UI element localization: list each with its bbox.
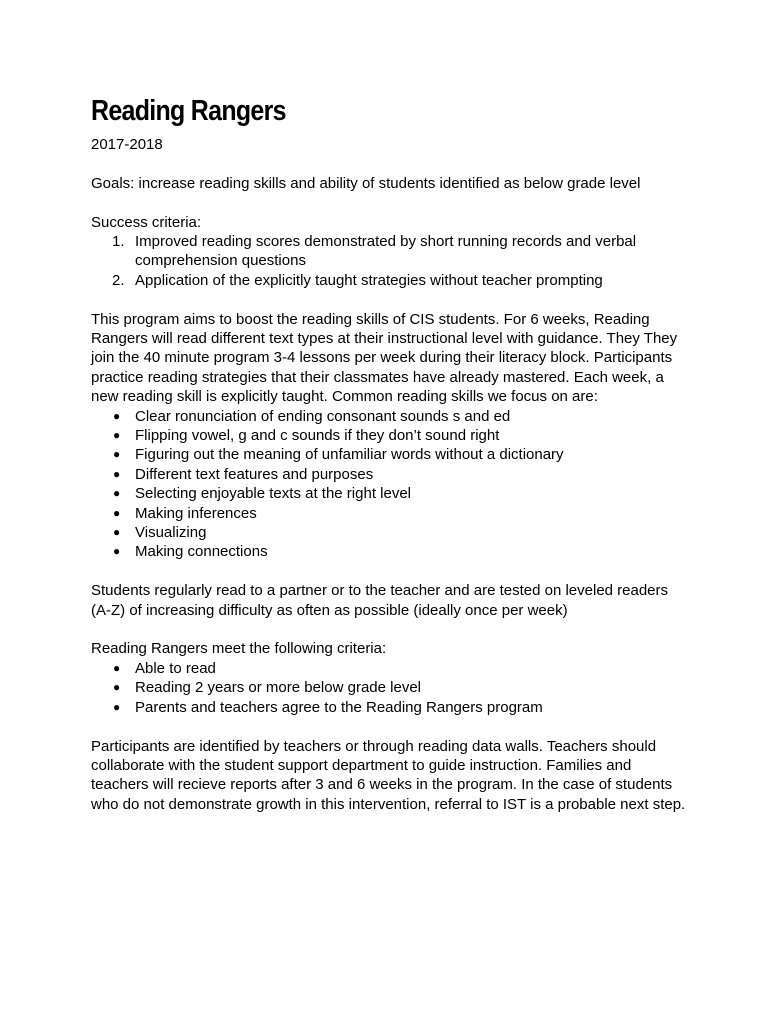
success-criteria-heading: Success criteria: xyxy=(91,213,202,231)
spacer xyxy=(91,562,691,581)
list-item-text: Clear ronunciation of ending consonant sounds s and ed xyxy=(135,407,511,425)
list-item-text: Able to read xyxy=(135,659,216,677)
bullet-icon: ● xyxy=(113,447,121,462)
list-item xyxy=(91,659,691,678)
list-item xyxy=(91,484,691,503)
bullet-icon: ● xyxy=(113,505,121,520)
spacer xyxy=(91,620,691,639)
bullet-icon: ● xyxy=(113,466,121,481)
list-item xyxy=(91,678,691,697)
closing-paragraph: Participants are identified by teachers or through reading data walls. Teachers should collaborate with the student support department to guide instruction. Families and teachers will recieve reports after 3 and 6 weeks in the program. In the case of students who do not demonstrate growth in this intervention, referral to IST is a probable next step. xyxy=(91,737,686,813)
list-item-text: Reading 2 years or more below grade level xyxy=(135,679,421,697)
list-item-text: Making connections xyxy=(135,543,268,561)
bullet-icon: ● xyxy=(113,408,121,423)
list-item xyxy=(91,542,691,561)
list-number: 1. xyxy=(112,233,125,250)
list-item xyxy=(91,504,691,523)
eligibility-criteria-heading: Reading Rangers meet the following criteria: xyxy=(91,640,387,658)
bullet-icon: ● xyxy=(113,486,121,501)
list-item xyxy=(91,426,691,445)
list-item xyxy=(91,407,691,426)
school-year: 2017-2018 xyxy=(91,136,163,153)
list-item-text: Improved reading scores demonstrated by short running records and verbal comprehension questions xyxy=(135,233,637,270)
bullet-icon: ● xyxy=(113,525,121,540)
bullet-icon: ● xyxy=(113,699,121,714)
list-item xyxy=(91,445,691,464)
goals-paragraph: Goals: increase reading skills and ability of students identified as below grade level xyxy=(91,174,641,192)
spacer xyxy=(91,193,691,212)
spacer xyxy=(91,717,691,736)
success-criteria-list xyxy=(91,232,691,290)
list-item-text: Application of the explicitly taught strategies without teacher prompting xyxy=(135,271,603,289)
list-item-text: Flipping vowel, g and c sounds if they don’t sound right xyxy=(135,427,500,445)
bullet-icon: ● xyxy=(113,660,121,675)
reading-skills-list xyxy=(91,407,691,562)
bullet-icon: ● xyxy=(113,680,121,695)
list-item-text: Selecting enjoyable texts at the right level xyxy=(135,485,411,503)
list-number: 2. xyxy=(112,271,125,289)
list-item xyxy=(91,271,691,290)
spacer xyxy=(91,154,691,173)
list-item xyxy=(91,232,691,271)
document-page xyxy=(91,92,691,814)
bullet-icon: ● xyxy=(113,544,121,559)
list-item-text: Making inferences xyxy=(135,504,257,522)
list-item-text: Visualizing xyxy=(135,524,207,542)
bullet-icon: ● xyxy=(113,428,121,443)
eligibility-criteria-list xyxy=(91,659,691,717)
list-item-text: Different text features and purposes xyxy=(135,465,374,483)
list-item-text: Parents and teachers agree to the Reading Rangers program xyxy=(135,698,543,716)
list-item xyxy=(91,523,691,542)
list-item xyxy=(91,465,691,484)
list-item xyxy=(91,698,691,717)
program-intro-paragraph: This program aims to boost the reading skills of CIS students. For 6 weeks, Reading Rangers will read different text types at their instructional level with guidance. They They join the 40 minute program 3-4 lessons per week during their literacy block. Participants practice reading strategies that their classmates have already mastered. Each week, a new reading skill is explicitly taught. Common reading skills we focus on are: xyxy=(91,310,678,406)
document-title: Reading Rangers xyxy=(91,95,286,127)
partner-reading-paragraph: Students regularly read to a partner or to the teacher and are tested on leveled readers (A-Z) of increasing difficulty as often as possible (ideally once per week) xyxy=(91,582,669,619)
spacer xyxy=(91,290,691,309)
list-item-text: Figuring out the meaning of unfamiliar words without a dictionary xyxy=(135,446,564,464)
